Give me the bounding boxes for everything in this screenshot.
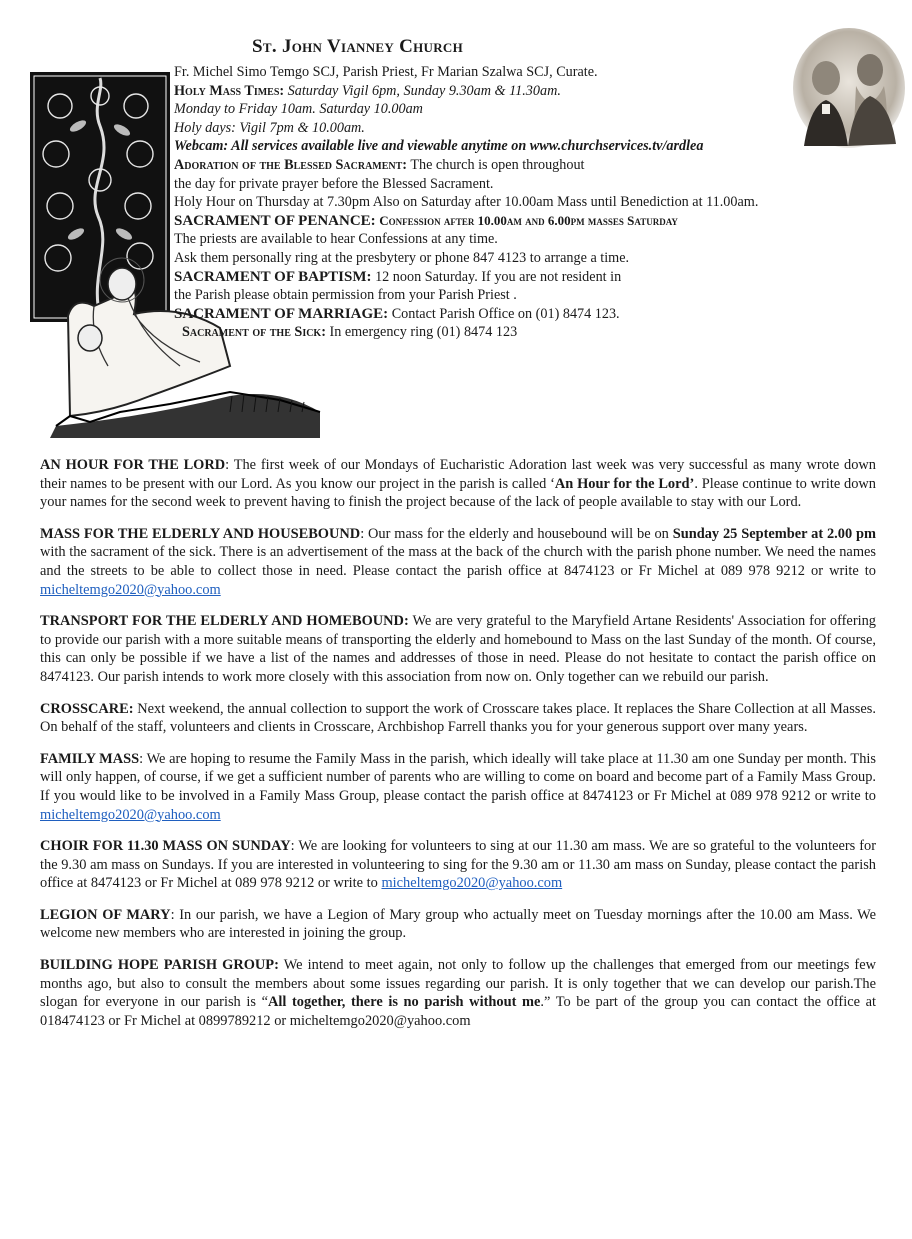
- notice-text: : Our mass for the elderly and housebound will be on: [360, 525, 673, 542]
- notice-heading: CHOIR FOR 11.30 MASS ON SUNDAY: [40, 838, 291, 855]
- notice-family-mass: [40, 750, 876, 824]
- email-link[interactable]: micheltemgo2020@yahoo.com: [40, 581, 221, 598]
- notice-emphasis: All together, there is no parish without me: [267, 994, 541, 1011]
- holy-days-line: Holy days: Vigil 7pm & 10.00am.: [174, 119, 365, 136]
- notice-heading: LEGION OF MARY: [40, 906, 171, 923]
- baptism-line-2: the Parish please obtain permission from your Parish Priest .: [174, 287, 517, 304]
- notice-text: We are very grateful to the Maryfield Artane Residents' Association for offering to provide our parish with a more suitable means of transporting the elderly and homebound to Mass on the last Sunday of the month. Of course, this can only be possible if we have a list of the names and addresses of those in need. Please do not hesitate to contact the parish office on 8474123. Our parish intends to work more closely with this association from now on. Only together can we rebuild our parish.: [40, 613, 876, 685]
- notice-elderly-mass: [40, 525, 876, 599]
- notice-legion-of-mary: [40, 906, 876, 943]
- notice-text: : We are looking for volunteers to sing at our 11.30 am mass. We are so grateful to the volunteers for the 9.30 am mass on Sundays. If you are interested in volunteering to sing for the 9.30 am or 11.30 am mass on Sunday, please contact the parish office at 8474123 or Fr Michel at 089 978 9212 or write to: [40, 838, 876, 892]
- holy-hour-line: Holy Hour on Thursday at 7.30pm Also on Saturday after 10.00am Mass until Benediction at 11.00am.: [174, 194, 759, 211]
- mass-times-text: Saturday Vigil 6pm, Sunday 9.30am & 11.30am.: [287, 82, 561, 99]
- sick-line: [174, 323, 874, 342]
- baptism-line: [174, 268, 874, 287]
- notice-heading: FAMILY MASS: [40, 750, 140, 767]
- notice-crosscare: [40, 700, 876, 737]
- notice-text: . Please continue to write down your names for the second week to prevent having to finish the project because of the lack of people available to stay with our Lord.: [40, 475, 876, 511]
- penance-text: Confession after 10.00am and 6.00pm masses Saturday: [379, 212, 678, 228]
- weekday-mass-line: Monday to Friday 10am. Saturday 10.00am: [174, 101, 423, 118]
- notice-emphasis: An Hour for the Lord’: [554, 475, 695, 492]
- notice-heading: BUILDING HOPE PARISH GROUP:: [40, 957, 279, 974]
- adoration-text: The church is open throughout: [410, 156, 585, 173]
- notice-text: : In our parish, we have a Legion of Mary group who actually meet on Tuesday mornings after the 10.00 am Mass. We welcome new members who are interested in joining the group.: [40, 906, 876, 942]
- notice-text: .” To be part of the group you can contact the office at 018474123 or Fr Michel at 0899789212 or micheltemgo2020@yahoo.com: [40, 994, 876, 1029]
- notice-text: We intend to meet again, not only to follow up the challenges that emerged from our meetings few months ago, but also to consult the members about some issues regarding our parish. It is only together that we can develop our parish.The slogan for everyone in our parish is “: [40, 957, 876, 1011]
- baptism-label: SACRAMENT OF BAPTISM:: [174, 268, 372, 285]
- penance-line-3: Ask them personally ring at the presbytery or phone 847 4123 to arrange a time.: [174, 249, 630, 266]
- mass-times-line: [174, 82, 874, 101]
- notice-heading: CROSSCARE:: [40, 700, 134, 717]
- notice-heading: MASS FOR THE ELDERLY AND HOUSEBOUND: [40, 525, 361, 542]
- webcam-line: Webcam: All services available live and viewable anytime on www.churchservices.tv/ardlea: [174, 138, 704, 155]
- marriage-label: SACRAMENT OF MARRIAGE:: [174, 305, 389, 322]
- notice-building-hope: [40, 956, 876, 1030]
- notice-text: Next weekend, the annual collection to support the work of Crosscare takes place. It replaces the Share Collection at all Masses. On behalf of the staff, volunteers and clients in Crosscare, Archbishop Farrell thanks you for your generous support over many years.: [40, 700, 876, 736]
- mass-times-label: Holy Mass Times:: [174, 82, 285, 99]
- adoration-line: [174, 156, 874, 175]
- adoration-line-2: the day for private prayer before the Blessed Sacrament.: [174, 175, 494, 192]
- adoration-label: Adoration of the Blessed Sacrament:: [174, 156, 408, 173]
- baptism-text: 12 noon Saturday. If you are not resident in: [375, 268, 622, 285]
- notice-choir: [40, 837, 876, 893]
- email-link[interactable]: micheltemgo2020@yahoo.com: [381, 875, 563, 892]
- sick-text: In emergency ring (01) 8474 123: [329, 324, 518, 341]
- notice-text: : We are hoping to resume the Family Mass in the parish, which ideally will take place at 11.30 am one Sunday per month. This will only happen, of course, if we get a sufficient number of parents who are willing to come on board and become part of a Family Mass Group. If you would like to be involved in a Family Mass Group, please contact the parish office at 8474123 or Fr Michel at 089 978 9212 or write to: [40, 750, 877, 804]
- church-title: St. John Vianney Church: [252, 36, 464, 57]
- notice-text: with the sacrament of the sick. There is an advertisement of the mass at the back of the church with the parish phone number. We need the names and the streets to be able to collect those in need. Please contact the parish office at 8474123 or Fr Michel at 089 978 9212 or write to: [40, 544, 876, 579]
- notice-transport: [40, 612, 876, 686]
- notice-hour-for-the-lord: [40, 456, 876, 512]
- marriage-text: Contact Parish Office on (01) 8474 123.: [391, 305, 620, 322]
- marriage-line: [174, 305, 874, 324]
- notice-heading: TRANSPORT FOR THE ELDERLY AND HOMEBOUND:: [40, 613, 409, 630]
- penance-line-2: The priests are available to hear Confessions at any time.: [174, 231, 498, 248]
- notice-text: : The first week of our Mondays of Eucharistic Adoration last week was very successful as many wrote down their names to be present with our Lord. As you know our project in the parish is called ‘: [40, 457, 877, 492]
- mass-info-block: [174, 63, 874, 342]
- notice-heading: AN HOUR FOR THE LORD: [40, 457, 226, 473]
- penance-line: [174, 212, 874, 231]
- notice-emphasis: Sunday 25 September at 2.00 pm: [672, 525, 876, 542]
- clergy-line: Fr. Michel Simo Temgo SCJ, Parish Priest, Fr Marian Szalwa SCJ, Curate.: [174, 64, 598, 80]
- penance-label: SACRAMENT OF PENANCE:: [174, 212, 376, 229]
- sick-label: Sacrament of the Sick:: [182, 324, 326, 341]
- parish-notices: [40, 456, 876, 1043]
- email-link[interactable]: micheltemgo2020@yahoo.com: [40, 806, 221, 823]
